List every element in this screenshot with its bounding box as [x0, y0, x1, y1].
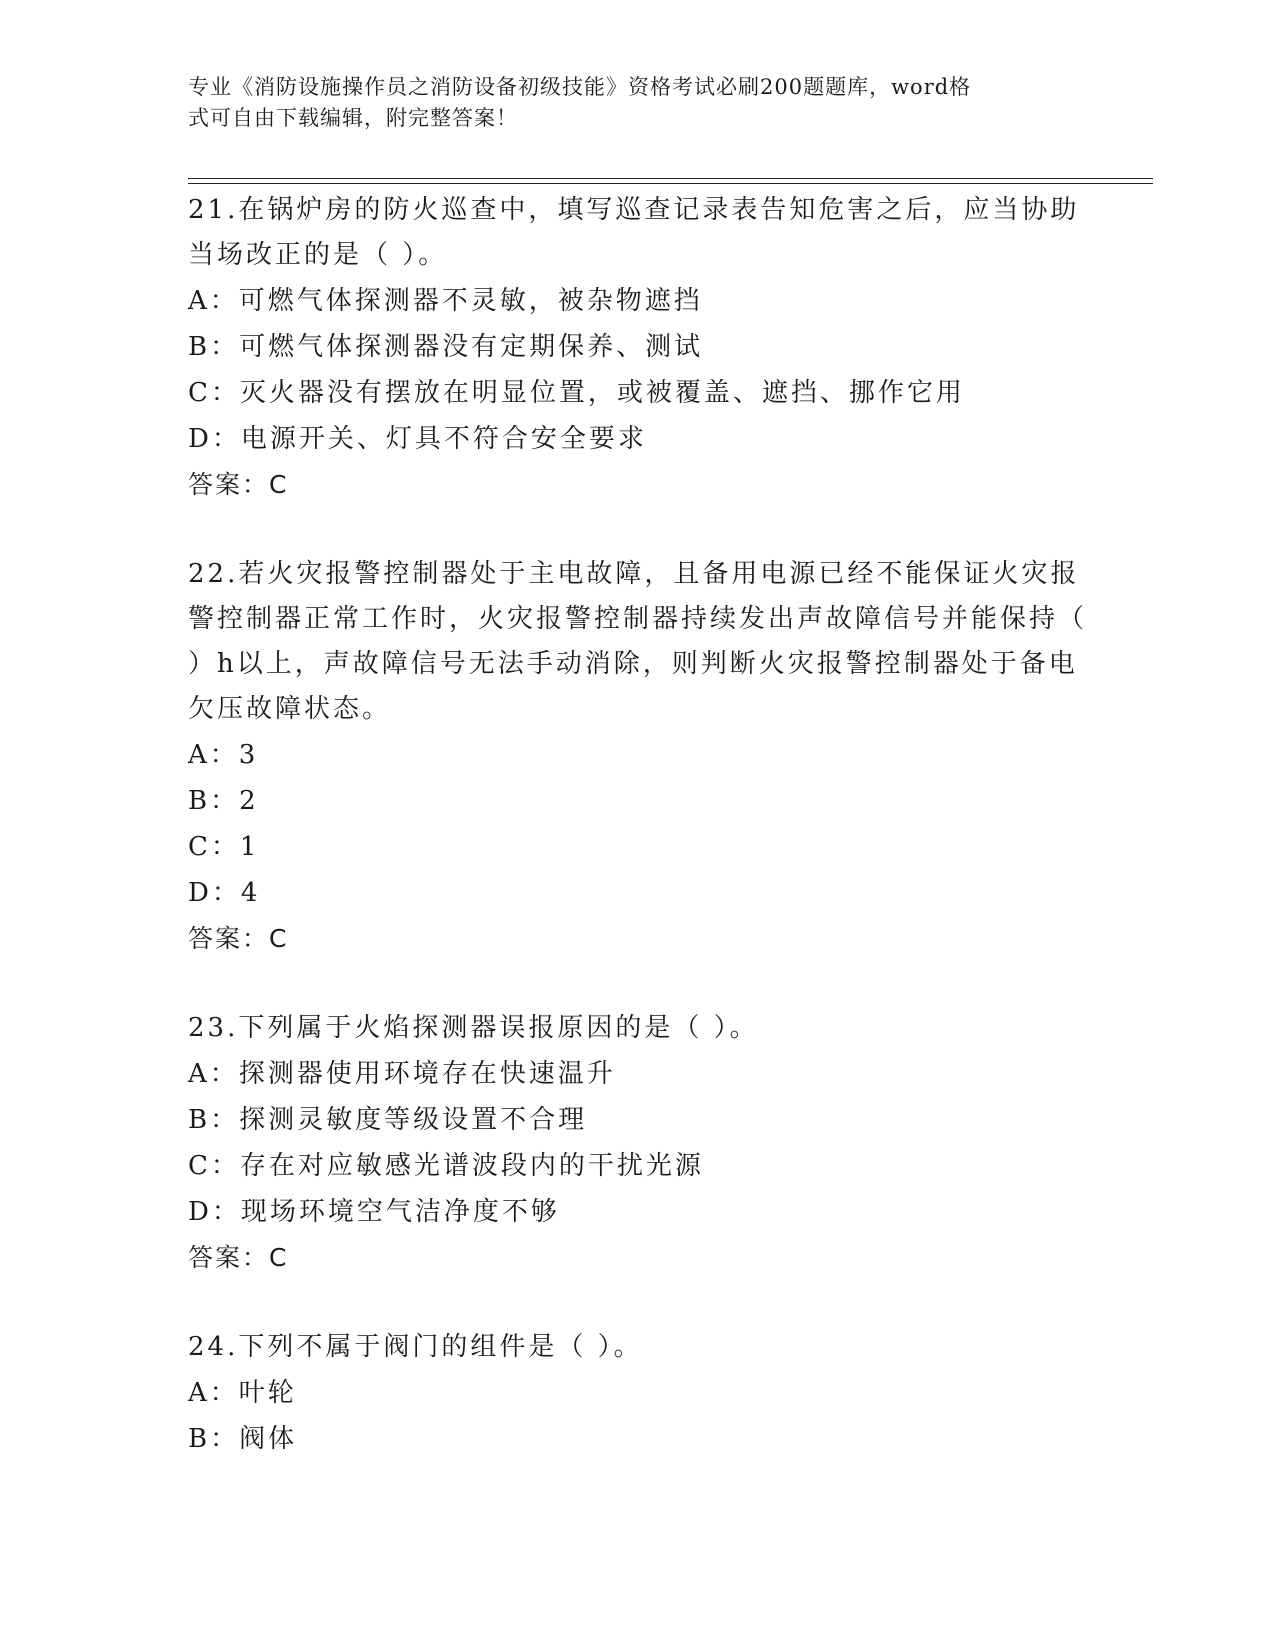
question-text: 24.下列不属于阀门的组件是（ ）。 [188, 1332, 643, 1362]
option-d: D：4 [188, 878, 261, 908]
option-d: D：现场环境空气洁净度不够 [188, 1197, 560, 1227]
question-24 [188, 1325, 1088, 1462]
question-23 [188, 1006, 1088, 1280]
header-line-2: 式可自由下载编辑，附完整答案！ [188, 106, 518, 130]
question-text: 23.下列属于火焰探测器误报原因的是（ ）。 [188, 1013, 759, 1043]
option-b: B：探测灵敏度等级设置不合理 [188, 1105, 588, 1135]
header-divider-top [188, 178, 1153, 179]
answer: 答案：C [188, 470, 289, 499]
option-c: C：存在对应敏感光谱波段内的干扰光源 [188, 1151, 704, 1181]
question-text: 22.若火灾报警控制器处于主电故障，且备用电源已经不能保证火灾报警控制器正常工作时，火灾报警控制器持续发出声故障信号并能保持（ ）h以上，声故障信号无法手动消除，则判断火灾报警控制器处于备电欠压故障状态。 [188, 559, 1088, 724]
question-21 [188, 188, 1088, 507]
answer: 答案：C [188, 924, 289, 953]
option-a: A：3 [188, 740, 259, 770]
option-a: A：叶轮 [188, 1378, 297, 1408]
answer: 答案：C [188, 1243, 289, 1272]
option-a: A：探测器使用环境存在快速温升 [188, 1059, 616, 1089]
option-c: C：1 [188, 832, 260, 862]
option-d: D：电源开关、灯具不符合安全要求 [188, 424, 647, 454]
option-b: B：2 [188, 786, 259, 816]
document-header [188, 72, 1068, 134]
option-c: C：灭火器没有摆放在明显位置，或被覆盖、遮挡、挪作它用 [188, 378, 965, 408]
option-b: B：可燃气体探测器没有定期保养、测试 [188, 332, 704, 362]
question-list [188, 188, 1088, 1507]
question-22 [188, 552, 1088, 961]
option-b: B：阀体 [188, 1424, 298, 1454]
question-text: 21.在锅炉房的防火巡查中，填写巡查记录表告知危害之后，应当协助当场改正的是（ ）。 [188, 195, 1080, 270]
header-line-1: 专业《消防设施操作员之消防设备初级技能》资格考试必刷200题题库，word格 [188, 75, 972, 99]
header-divider-bottom [188, 183, 1153, 184]
option-a: A：可燃气体探测器不灵敏，被杂物遮挡 [188, 286, 703, 316]
